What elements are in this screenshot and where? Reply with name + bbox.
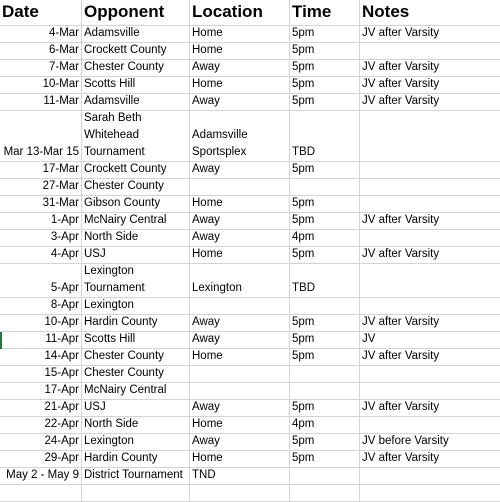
time-cell[interactable] <box>290 94 360 110</box>
date-text: 7-Mar <box>48 61 79 73</box>
date-text: 27-Mar <box>42 180 79 192</box>
location-cell[interactable] <box>190 400 290 416</box>
time-text: 5pm <box>292 316 315 328</box>
location-text: Home <box>192 452 223 464</box>
notes-cell[interactable] <box>360 179 500 195</box>
notes-text: JV after Varsity <box>362 78 440 90</box>
time-text: 5pm <box>292 27 315 39</box>
opponent-text: USJ <box>84 248 106 260</box>
location-cell[interactable] <box>190 383 290 399</box>
table-row <box>0 43 500 60</box>
date-text: May 2 - May 9 <box>6 469 79 481</box>
opponent-text: Crockett County <box>84 44 167 56</box>
date-text: 21-Apr <box>44 401 79 413</box>
location-text: TND <box>192 469 216 481</box>
notes-cell[interactable] <box>360 417 500 433</box>
notes-cell[interactable] <box>360 77 500 93</box>
time-cell[interactable] <box>290 247 360 263</box>
table-row <box>0 264 500 298</box>
time-text <box>292 468 357 484</box>
date-cell[interactable] <box>0 383 82 399</box>
location-cell[interactable] <box>190 43 290 59</box>
opponent-text: Tournament <box>84 282 145 294</box>
opponent-cell[interactable] <box>82 332 190 348</box>
notes-text: JV after Varsity <box>362 401 440 413</box>
notes-text <box>362 144 498 161</box>
date-cell[interactable] <box>0 264 82 297</box>
location-cell[interactable] <box>190 111 290 161</box>
location-text <box>192 179 287 195</box>
location-text: Lexington <box>192 282 242 294</box>
date-text: 4-Mar <box>48 27 79 39</box>
date-cell[interactable] <box>0 230 82 246</box>
time-text: 5pm <box>292 435 315 447</box>
location-cell[interactable] <box>190 298 290 314</box>
time-text <box>292 383 357 399</box>
opponent-cell[interactable] <box>82 247 190 263</box>
opponent-text: Lexington <box>84 265 134 277</box>
opponent-text: Chester County <box>84 61 164 73</box>
notes-text <box>362 230 498 246</box>
date-text: 17-Apr <box>44 384 79 396</box>
location-cell[interactable] <box>190 94 290 110</box>
table-row <box>0 417 500 434</box>
notes-text <box>362 128 498 145</box>
notes-text: JV after Varsity <box>362 350 440 362</box>
opponent-cell[interactable] <box>82 179 190 195</box>
location-text: Away <box>192 231 220 243</box>
notes-cell[interactable] <box>360 451 500 467</box>
notes-text <box>362 298 498 314</box>
opponent-cell[interactable] <box>82 230 190 246</box>
date-cell[interactable] <box>0 26 82 42</box>
opponent-cell[interactable] <box>82 451 190 467</box>
time-text: 5pm <box>292 197 315 209</box>
table-row <box>0 298 500 315</box>
time-text: 5pm <box>292 95 315 107</box>
opponent-text: Scotts Hill <box>84 78 136 90</box>
opponent-text: Adamsville <box>84 27 140 39</box>
notes-cell[interactable] <box>360 332 500 348</box>
notes-text: JV after Varsity <box>362 316 440 328</box>
date-text: 11-Apr <box>45 333 79 345</box>
notes-text <box>362 383 498 399</box>
notes-cell[interactable] <box>360 434 500 450</box>
time-cell[interactable] <box>290 60 360 76</box>
notes-text: JV after Varsity <box>362 248 440 260</box>
time-text <box>292 298 357 314</box>
time-cell[interactable] <box>290 230 360 246</box>
location-cell[interactable] <box>190 213 290 229</box>
table-row <box>0 332 500 349</box>
opponent-cell[interactable] <box>82 298 190 314</box>
notes-cell[interactable] <box>360 400 500 416</box>
date-cell[interactable] <box>0 366 82 382</box>
location-cell[interactable] <box>190 332 290 348</box>
location-text: Home <box>192 350 223 362</box>
opponent-cell[interactable] <box>82 26 190 42</box>
location-cell[interactable] <box>190 196 290 212</box>
table-row <box>0 434 500 451</box>
opponent-cell[interactable] <box>82 383 190 399</box>
opponent-cell[interactable] <box>82 417 190 433</box>
location-text: Away <box>192 401 220 413</box>
time-text: TBD <box>292 146 315 158</box>
notes-cell[interactable] <box>360 383 500 399</box>
date-text: 11-Mar <box>43 95 79 107</box>
location-text: Away <box>192 163 220 175</box>
location-cell[interactable] <box>190 247 290 263</box>
opponent-text: Chester County <box>84 180 164 192</box>
date-cell[interactable] <box>0 179 82 195</box>
notes-text <box>362 468 498 484</box>
date-text: 8-Apr <box>50 299 79 311</box>
opponent-text: McNairy Central <box>84 384 167 396</box>
location-cell[interactable] <box>190 434 290 450</box>
location-cell[interactable] <box>190 315 290 331</box>
table-row <box>0 196 500 213</box>
opponent-cell[interactable] <box>82 77 190 93</box>
date-text: 17-Mar <box>42 163 79 175</box>
location-text: Away <box>192 333 220 345</box>
opponent-text: Crockett County <box>84 163 167 175</box>
location-text <box>192 264 287 280</box>
table-row <box>0 111 500 162</box>
table-row <box>0 162 500 179</box>
opponent-text: Chester County <box>84 367 164 379</box>
table-row <box>0 400 500 417</box>
location-text: Away <box>192 214 220 226</box>
time-cell[interactable] <box>290 349 360 365</box>
time-text: 4pm <box>292 418 315 430</box>
opponent-cell[interactable] <box>82 196 190 212</box>
table-row <box>0 383 500 400</box>
notes-cell[interactable] <box>360 315 500 331</box>
opponent-text: McNairy Central <box>84 214 167 226</box>
time-text <box>292 366 357 382</box>
date-text: 29-Apr <box>44 452 79 464</box>
notes-cell[interactable] <box>360 94 500 110</box>
time-text <box>292 179 357 195</box>
notes-cell[interactable] <box>360 264 500 297</box>
location-cell[interactable] <box>190 264 290 297</box>
notes-text: JV before Varsity <box>362 435 449 447</box>
time-text: 4pm <box>292 231 315 243</box>
location-text: Away <box>192 61 220 73</box>
date-text: 31-Mar <box>42 197 79 209</box>
location-cell[interactable] <box>190 417 290 433</box>
location-text <box>192 383 287 399</box>
header-time[interactable]: Time <box>290 0 360 25</box>
notes-text <box>362 417 498 433</box>
opponent-cell[interactable] <box>82 111 190 161</box>
time-cell[interactable] <box>290 434 360 450</box>
time-text: 5pm <box>292 214 315 226</box>
time-text: 5pm <box>292 61 315 73</box>
time-cell[interactable] <box>290 213 360 229</box>
opponent-cell[interactable] <box>82 349 190 365</box>
notes-text: JV after Varsity <box>362 214 440 226</box>
date-cell[interactable] <box>0 298 82 314</box>
notes-text: JV after Varsity <box>362 452 440 464</box>
notes-text: JV after Varsity <box>362 27 440 39</box>
time-cell[interactable] <box>290 26 360 42</box>
location-cell[interactable] <box>190 349 290 365</box>
date-text: 14-Apr <box>44 350 79 362</box>
opponent-text: Tournament <box>84 146 145 158</box>
notes-cell[interactable] <box>360 247 500 263</box>
notes-text <box>362 281 498 298</box>
notes-cell[interactable] <box>360 366 500 382</box>
notes-text <box>362 264 498 281</box>
table-row <box>0 213 500 230</box>
time-text: 5pm <box>292 333 315 345</box>
opponent-text: Lexington <box>84 299 134 311</box>
notes-cell[interactable] <box>360 43 500 59</box>
date-cell[interactable] <box>0 400 82 416</box>
time-cell[interactable] <box>290 264 360 297</box>
location-text: Away <box>192 316 220 328</box>
time-text: 5pm <box>292 401 315 413</box>
time-cell[interactable] <box>290 451 360 467</box>
opponent-text: Whitehead <box>84 129 139 141</box>
date-text: 10-Apr <box>44 316 79 328</box>
notes-text: JV after Varsity <box>362 95 440 107</box>
date-cell[interactable] <box>0 247 82 263</box>
opponent-text: Lexington <box>84 435 134 447</box>
header-notes[interactable]: Notes <box>362 2 410 21</box>
header-opponent[interactable]: Opponent <box>82 0 190 25</box>
time-cell[interactable] <box>290 77 360 93</box>
table-row <box>0 315 500 332</box>
date-cell[interactable] <box>0 468 82 484</box>
time-cell[interactable] <box>290 179 360 195</box>
opponent-cell[interactable] <box>82 213 190 229</box>
location-cell[interactable] <box>190 451 290 467</box>
location-cell[interactable] <box>190 366 290 382</box>
time-text: 5pm <box>292 248 315 260</box>
table-row <box>0 60 500 77</box>
table-row <box>0 468 500 485</box>
notes-cell[interactable] <box>360 298 500 314</box>
time-text: 5pm <box>292 78 315 90</box>
location-text: Home <box>192 197 223 209</box>
opponent-text: District Tournament <box>84 469 183 481</box>
time-cell[interactable] <box>290 400 360 416</box>
opponent-text: Scotts Hill <box>84 333 136 345</box>
table-row <box>0 451 500 468</box>
notes-cell[interactable] <box>360 111 500 161</box>
date-text: 15-Apr <box>44 367 79 379</box>
date-text: 10-Mar <box>42 78 79 90</box>
opponent-text: Gibson County <box>84 197 161 209</box>
location-cell[interactable] <box>190 60 290 76</box>
location-text: Home <box>192 44 223 56</box>
time-text <box>292 128 357 145</box>
time-cell[interactable] <box>290 43 360 59</box>
notes-cell[interactable] <box>360 213 500 229</box>
header-location[interactable]: Location <box>190 0 290 25</box>
notes-text <box>362 43 498 59</box>
header-date[interactable]: Date <box>0 0 82 25</box>
location-text <box>192 111 287 127</box>
date-cell[interactable] <box>0 417 82 433</box>
table-row <box>0 247 500 264</box>
opponent-cell[interactable] <box>82 400 190 416</box>
date-text: 24-Apr <box>44 435 79 447</box>
date-text: 4-Apr <box>50 248 79 260</box>
header-row <box>0 0 500 26</box>
location-text: Home <box>192 418 223 430</box>
time-cell[interactable] <box>290 315 360 331</box>
opponent-text: USJ <box>84 401 106 413</box>
time-cell[interactable] <box>290 417 360 433</box>
location-text <box>192 366 287 382</box>
time-cell[interactable] <box>290 332 360 348</box>
time-cell[interactable] <box>290 298 360 314</box>
time-text: 5pm <box>292 163 315 175</box>
date-cell[interactable] <box>0 434 82 450</box>
date-cell[interactable] <box>0 94 82 110</box>
table-row <box>0 230 500 247</box>
opponent-cell[interactable] <box>82 264 190 297</box>
time-text <box>292 264 357 280</box>
notes-text <box>362 111 498 128</box>
time-text: 5pm <box>292 452 315 464</box>
date-text: 1-Apr <box>50 214 79 226</box>
opponent-text: Hardin County <box>84 452 158 464</box>
opponent-cell[interactable] <box>82 43 190 59</box>
notes-cell[interactable] <box>360 26 500 42</box>
date-text: Mar 13-Mar 15 <box>3 146 79 158</box>
table-row <box>0 94 500 111</box>
notes-text: JV <box>362 333 376 345</box>
date-text: 22-Apr <box>44 418 79 430</box>
location-text: Home <box>192 78 223 90</box>
time-cell[interactable] <box>290 366 360 382</box>
time-cell[interactable] <box>290 383 360 399</box>
location-text: Away <box>192 95 220 107</box>
notes-cell[interactable] <box>360 196 500 212</box>
date-cell[interactable] <box>0 60 82 76</box>
opponent-cell[interactable] <box>82 315 190 331</box>
date-cell[interactable] <box>0 332 82 348</box>
date-cell[interactable] <box>0 315 82 331</box>
notes-cell[interactable] <box>360 60 500 76</box>
date-text: 5-Apr <box>50 282 79 294</box>
table-row <box>0 179 500 196</box>
opponent-cell[interactable] <box>82 366 190 382</box>
time-cell[interactable] <box>290 196 360 212</box>
table-row <box>0 485 500 502</box>
time-text: TBD <box>292 282 315 294</box>
table-row <box>0 77 500 94</box>
notes-cell[interactable] <box>360 162 500 178</box>
notes-text <box>362 162 498 178</box>
opponent-text: North Side <box>84 418 139 430</box>
opponent-cell[interactable] <box>82 162 190 178</box>
date-cell[interactable] <box>0 43 82 59</box>
date-text: 3-Apr <box>50 231 79 243</box>
date-cell[interactable] <box>0 162 82 178</box>
location-text <box>192 298 287 314</box>
notes-text <box>362 366 498 382</box>
time-text: 5pm <box>292 350 315 362</box>
date-cell[interactable] <box>0 111 82 161</box>
date-cell[interactable] <box>0 196 82 212</box>
date-cell[interactable] <box>0 77 82 93</box>
table-row <box>0 349 500 366</box>
location-text: Home <box>192 248 223 260</box>
location-text: Home <box>192 27 223 39</box>
location-cell[interactable] <box>190 468 290 484</box>
location-text: Away <box>192 435 220 447</box>
time-cell[interactable] <box>290 468 360 484</box>
notes-cell[interactable] <box>360 349 500 365</box>
location-cell[interactable] <box>190 230 290 246</box>
date-cell[interactable] <box>0 213 82 229</box>
table-row <box>0 26 500 43</box>
time-cell[interactable] <box>290 162 360 178</box>
time-text: 5pm <box>292 44 315 56</box>
location-text: Sportsplex <box>192 146 247 158</box>
notes-text <box>362 179 498 195</box>
date-cell[interactable] <box>0 451 82 467</box>
notes-cell[interactable] <box>360 230 500 246</box>
notes-text <box>362 196 498 212</box>
opponent-cell[interactable] <box>82 94 190 110</box>
opponent-text: Adamsville <box>84 95 140 107</box>
location-cell[interactable] <box>190 162 290 178</box>
table-row <box>0 366 500 383</box>
location-cell[interactable] <box>190 179 290 195</box>
date-text: 6-Mar <box>48 44 79 56</box>
date-cell[interactable] <box>0 349 82 365</box>
notes-cell[interactable] <box>360 468 500 484</box>
opponent-text: Hardin County <box>84 316 158 328</box>
selection-marker <box>0 332 2 349</box>
time-text <box>292 111 357 128</box>
location-cell[interactable] <box>190 26 290 42</box>
time-cell[interactable] <box>290 111 360 161</box>
opponent-text: Chester County <box>84 350 164 362</box>
opponent-cell[interactable] <box>82 434 190 450</box>
opponent-text: Sarah Beth <box>84 112 142 124</box>
location-cell[interactable] <box>190 77 290 93</box>
location-text: Adamsville <box>192 129 248 141</box>
opponent-cell[interactable] <box>82 60 190 76</box>
notes-text: JV after Varsity <box>362 61 440 73</box>
opponent-cell[interactable] <box>82 468 190 484</box>
opponent-text: North Side <box>84 231 139 243</box>
